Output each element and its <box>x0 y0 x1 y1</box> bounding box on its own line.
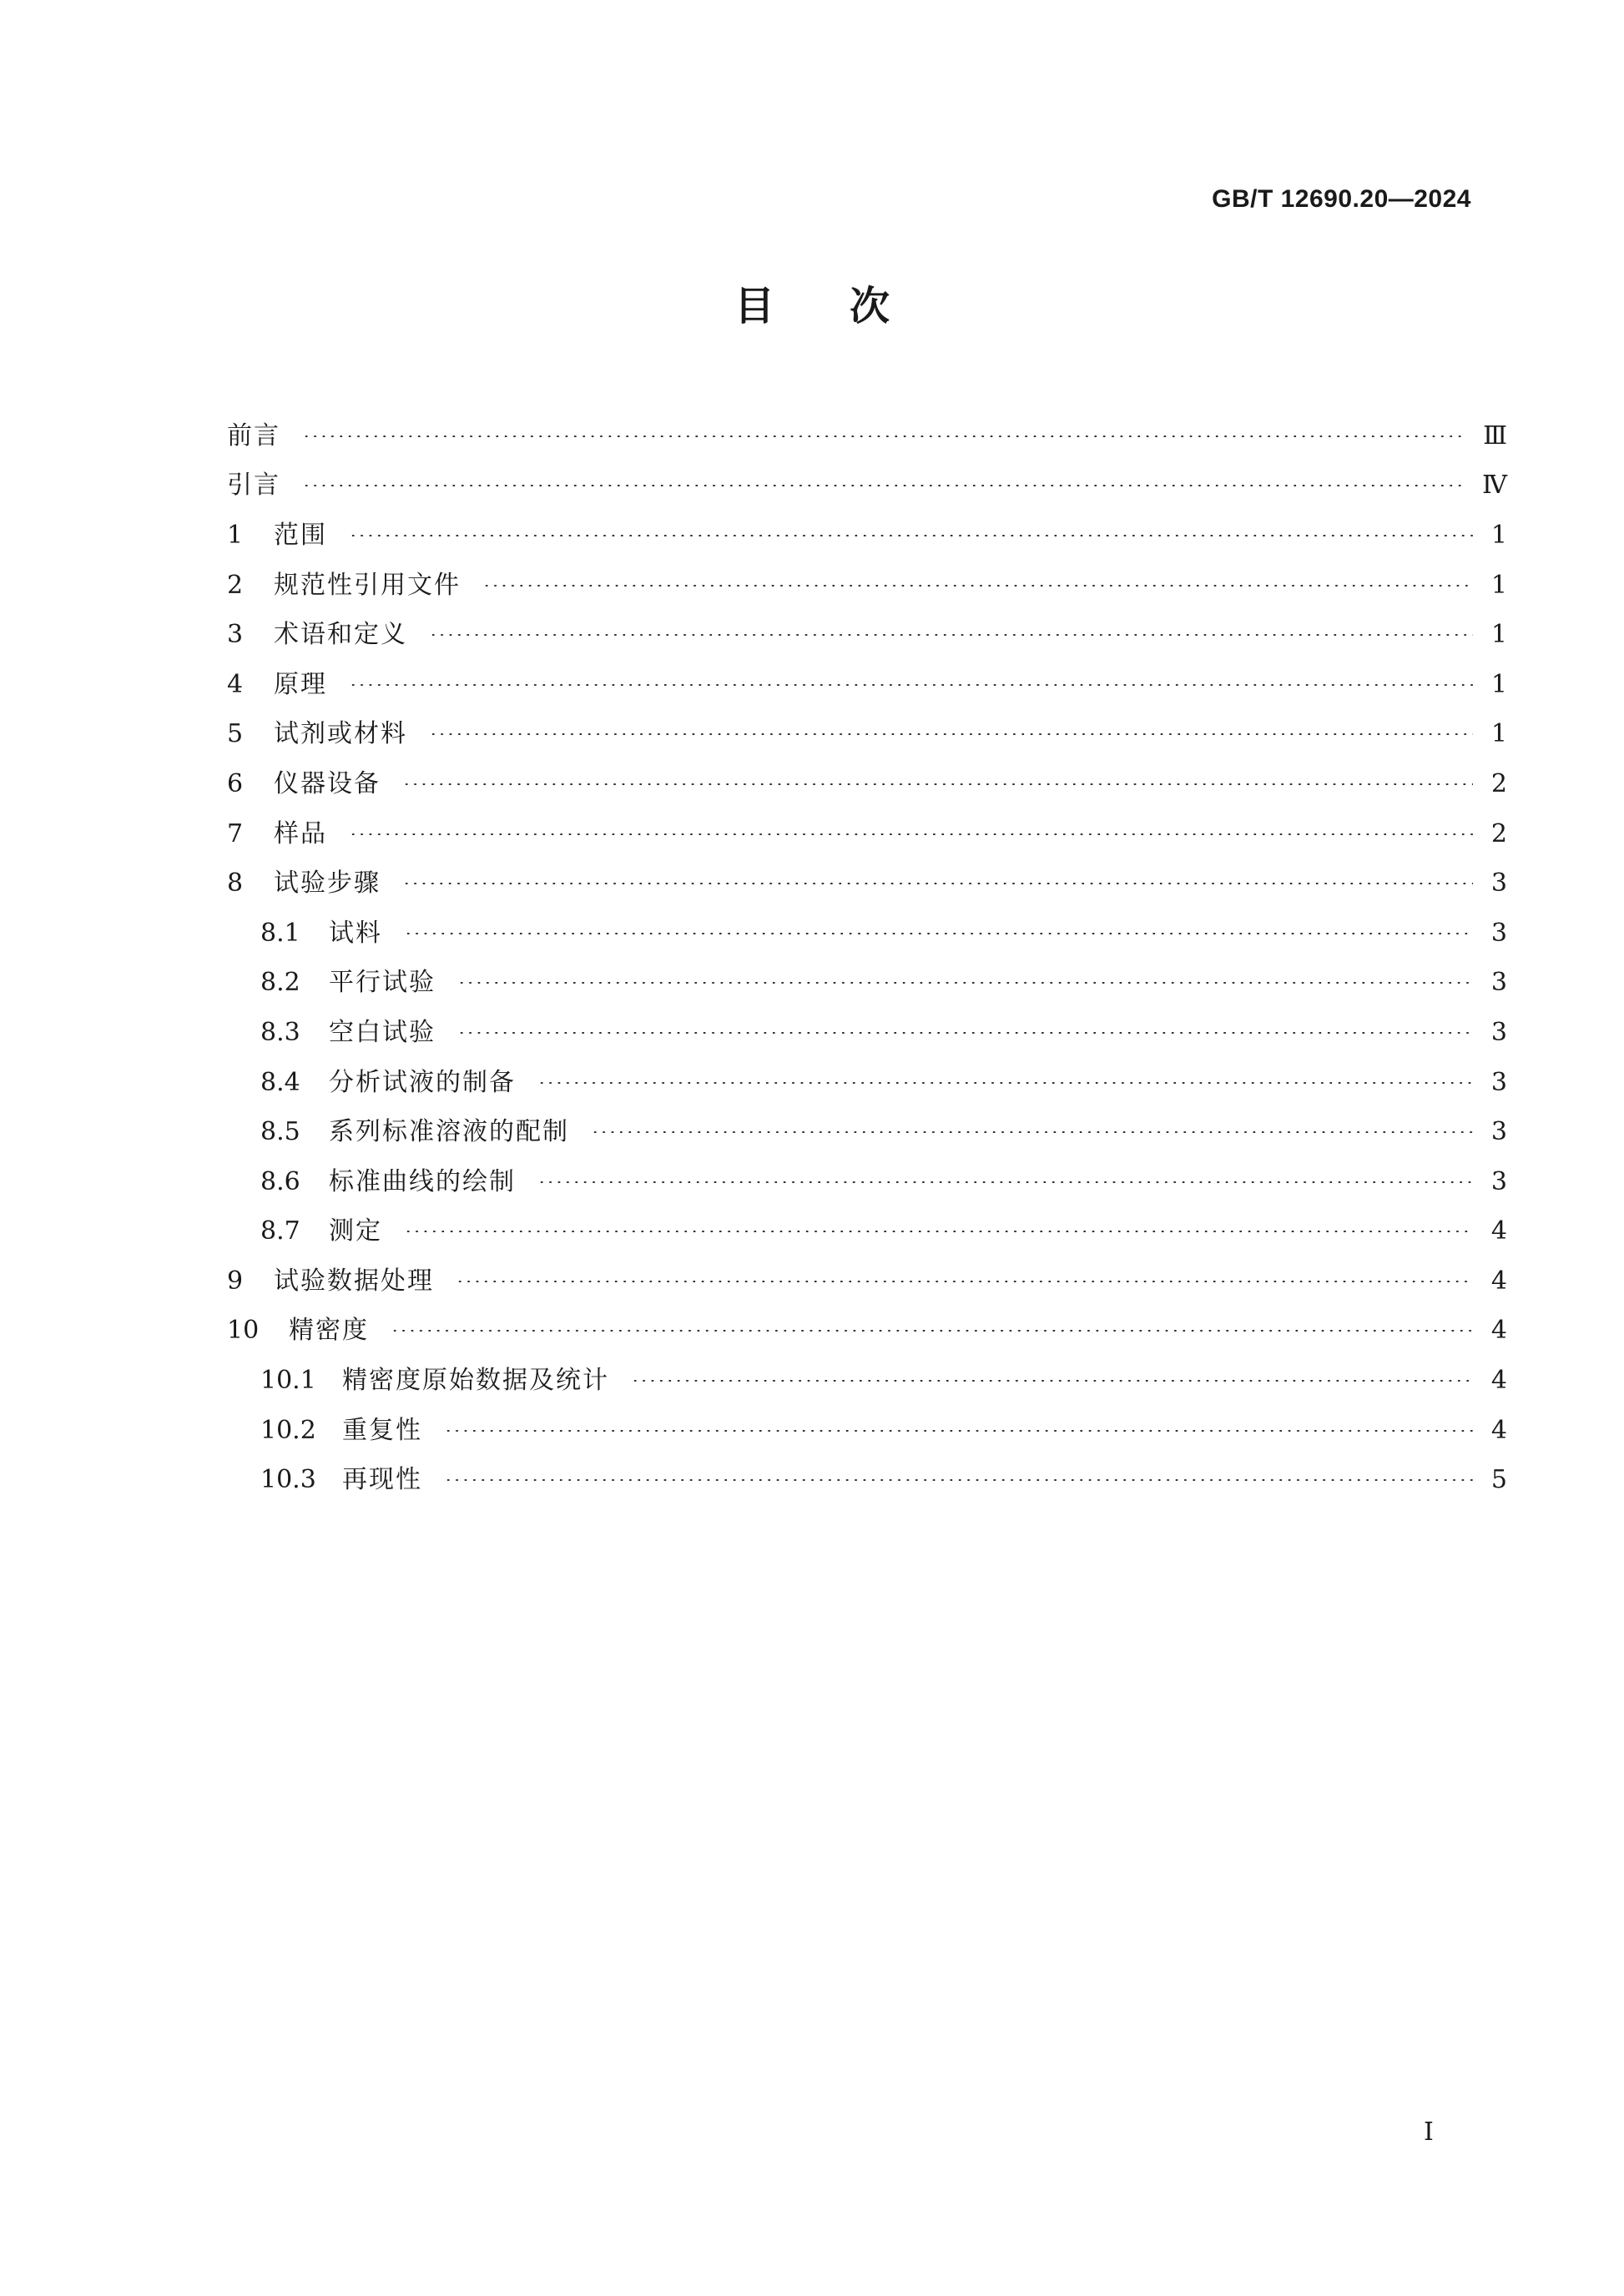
toc-leader-dots <box>537 1181 1473 1183</box>
toc-subentry[interactable] <box>227 909 1507 959</box>
toc-entry[interactable] <box>227 511 1507 561</box>
toc-entry-page: 4 <box>1490 1266 1507 1296</box>
toc-entry-number: 8.7 <box>260 1216 300 1246</box>
toc-entry-text: 引言 <box>227 471 280 501</box>
toc-entry-page: 3 <box>1490 1067 1507 1097</box>
toc-entry[interactable] <box>227 660 1507 710</box>
toc-entry-number: 9 <box>227 1266 244 1296</box>
toc-entry[interactable] <box>227 710 1507 760</box>
toc-leader-dots <box>302 485 1464 486</box>
toc-entry-page: 1 <box>1490 719 1507 749</box>
toc-leader-dots <box>402 783 1473 785</box>
toc-entry-text: 分析试液的制备 <box>329 1067 516 1097</box>
toc-entry-number: 8.2 <box>260 968 300 998</box>
toc-entry-number: 4 <box>227 669 244 699</box>
toc-entry-text: 测定 <box>329 1216 382 1246</box>
toc-entry-text: 系列标准溶液的配制 <box>329 1117 569 1147</box>
toc-entry-page: 4 <box>1490 1366 1507 1396</box>
toc-entry-text: 试剂或材料 <box>274 719 407 749</box>
toc-entry-number: 8.4 <box>260 1067 300 1097</box>
toc-entry-number: 8.1 <box>260 918 300 948</box>
toc-leader-dots <box>302 436 1465 437</box>
toc-entry-text: 空白试验 <box>329 1017 436 1047</box>
toc-entry-number: 7 <box>227 818 244 848</box>
toc-subentry[interactable] <box>227 1008 1507 1058</box>
toc-entry-number: 10.1 <box>260 1366 316 1396</box>
toc-entry-text: 试料 <box>329 918 382 948</box>
toc-leader-dots <box>429 634 1473 636</box>
toc-entry-text: 标准曲线的绘制 <box>329 1166 516 1196</box>
toc-entry[interactable] <box>227 411 1507 461</box>
toc-leader-dots <box>537 1082 1473 1084</box>
toc-entry-page: 4 <box>1490 1216 1507 1246</box>
toc-subentry[interactable] <box>227 1356 1507 1406</box>
toc-subentry[interactable] <box>227 1107 1507 1157</box>
toc-entry-text: 试验数据处理 <box>274 1266 434 1296</box>
toc-entry[interactable] <box>227 1307 1507 1357</box>
toc-leader-dots <box>349 684 1473 686</box>
toc-entry-number: 8.3 <box>260 1017 300 1047</box>
toc-entry-text: 试验步骤 <box>274 869 381 899</box>
toc-leader-dots <box>349 535 1473 536</box>
toc-entry-text: 范围 <box>274 520 327 550</box>
toc-entry-text: 规范性引用文件 <box>274 570 461 600</box>
toc-entry-page: 3 <box>1490 1166 1507 1196</box>
toc-entry-text: 样品 <box>274 818 327 848</box>
toc-entry-text: 术语和定义 <box>274 620 407 650</box>
toc-entry-text: 仪器设备 <box>274 768 381 798</box>
toc-entry-number: 10 <box>227 1316 260 1346</box>
toc-entry-page: 3 <box>1490 869 1507 899</box>
toc-entry-number: 10.3 <box>260 1465 316 1495</box>
toc-entry-number: 1 <box>227 520 244 550</box>
toc-entry-text: 精密度原始数据及统计 <box>342 1366 609 1396</box>
toc-entry-number: 10.2 <box>260 1415 316 1445</box>
table-of-contents <box>227 411 1507 1505</box>
toc-entry-number: 6 <box>227 768 244 798</box>
toc-title: 目次 <box>734 283 965 330</box>
toc-subentry[interactable] <box>227 1207 1507 1257</box>
toc-entry-page: 2 <box>1490 818 1507 848</box>
toc-subentry[interactable] <box>227 1058 1507 1108</box>
toc-entry-page: 3 <box>1490 918 1507 948</box>
toc-entry-text: 前言 <box>227 420 280 451</box>
toc-leader-dots <box>391 1330 1473 1332</box>
toc-leader-dots <box>402 883 1473 884</box>
toc-entry-text: 平行试验 <box>329 968 436 998</box>
toc-entry-page: 3 <box>1490 968 1507 998</box>
toc-entry-number: 3 <box>227 620 244 650</box>
toc-leader-dots <box>591 1131 1473 1133</box>
page-number: Ⅰ <box>1424 2117 1434 2147</box>
toc-entry-page: 1 <box>1490 669 1507 699</box>
toc-entry-text: 精密度 <box>289 1316 369 1346</box>
toc-leader-dots <box>429 733 1473 735</box>
toc-subentry[interactable] <box>227 1157 1507 1207</box>
toc-entry-page: 3 <box>1490 1017 1507 1047</box>
toc-entry[interactable] <box>227 561 1507 611</box>
toc-entry-page: 4 <box>1490 1316 1507 1346</box>
toc-entry-number: 8.5 <box>260 1117 300 1147</box>
toc-entry-page: 5 <box>1490 1465 1507 1495</box>
document-id: GB/T 12690.20—2024 <box>1212 185 1471 213</box>
toc-subentry[interactable] <box>227 1455 1507 1505</box>
toc-entry-page: 1 <box>1490 520 1507 550</box>
toc-entry[interactable] <box>227 610 1507 660</box>
toc-entry-number: 8.6 <box>260 1166 300 1196</box>
toc-entry-page: 2 <box>1490 768 1507 798</box>
toc-entry[interactable] <box>227 809 1507 859</box>
toc-leader-dots <box>404 1231 1473 1232</box>
toc-leader-dots <box>404 933 1473 934</box>
toc-entry-page: Ⅲ <box>1483 420 1507 451</box>
toc-leader-dots <box>456 1281 1473 1282</box>
toc-subentry[interactable] <box>227 1406 1507 1456</box>
toc-leader-dots <box>457 982 1473 984</box>
toc-entry-page: 3 <box>1490 1117 1507 1147</box>
toc-entry-number: 8 <box>227 869 244 899</box>
toc-entry[interactable] <box>227 759 1507 809</box>
toc-leader-dots <box>457 1032 1473 1034</box>
toc-subentry[interactable] <box>227 959 1507 1009</box>
toc-entry-number: 5 <box>227 719 244 749</box>
toc-entry[interactable] <box>227 1256 1507 1307</box>
toc-entry-text: 再现性 <box>342 1465 422 1495</box>
toc-entry-page: 1 <box>1490 570 1507 600</box>
toc-entry-number: 2 <box>227 570 244 600</box>
toc-entry-text: 原理 <box>274 669 327 699</box>
toc-entry[interactable] <box>227 858 1507 909</box>
toc-leader-dots <box>444 1430 1473 1432</box>
toc-leader-dots <box>444 1479 1473 1481</box>
toc-entry-text: 重复性 <box>342 1415 422 1445</box>
toc-leader-dots <box>631 1380 1473 1382</box>
toc-leader-dots <box>349 833 1473 835</box>
toc-leader-dots <box>482 585 1473 587</box>
toc-entry-page: 4 <box>1490 1415 1507 1445</box>
toc-entry-page: Ⅳ <box>1482 471 1507 501</box>
toc-entry-page: 1 <box>1490 620 1507 650</box>
toc-entry[interactable] <box>227 461 1507 511</box>
